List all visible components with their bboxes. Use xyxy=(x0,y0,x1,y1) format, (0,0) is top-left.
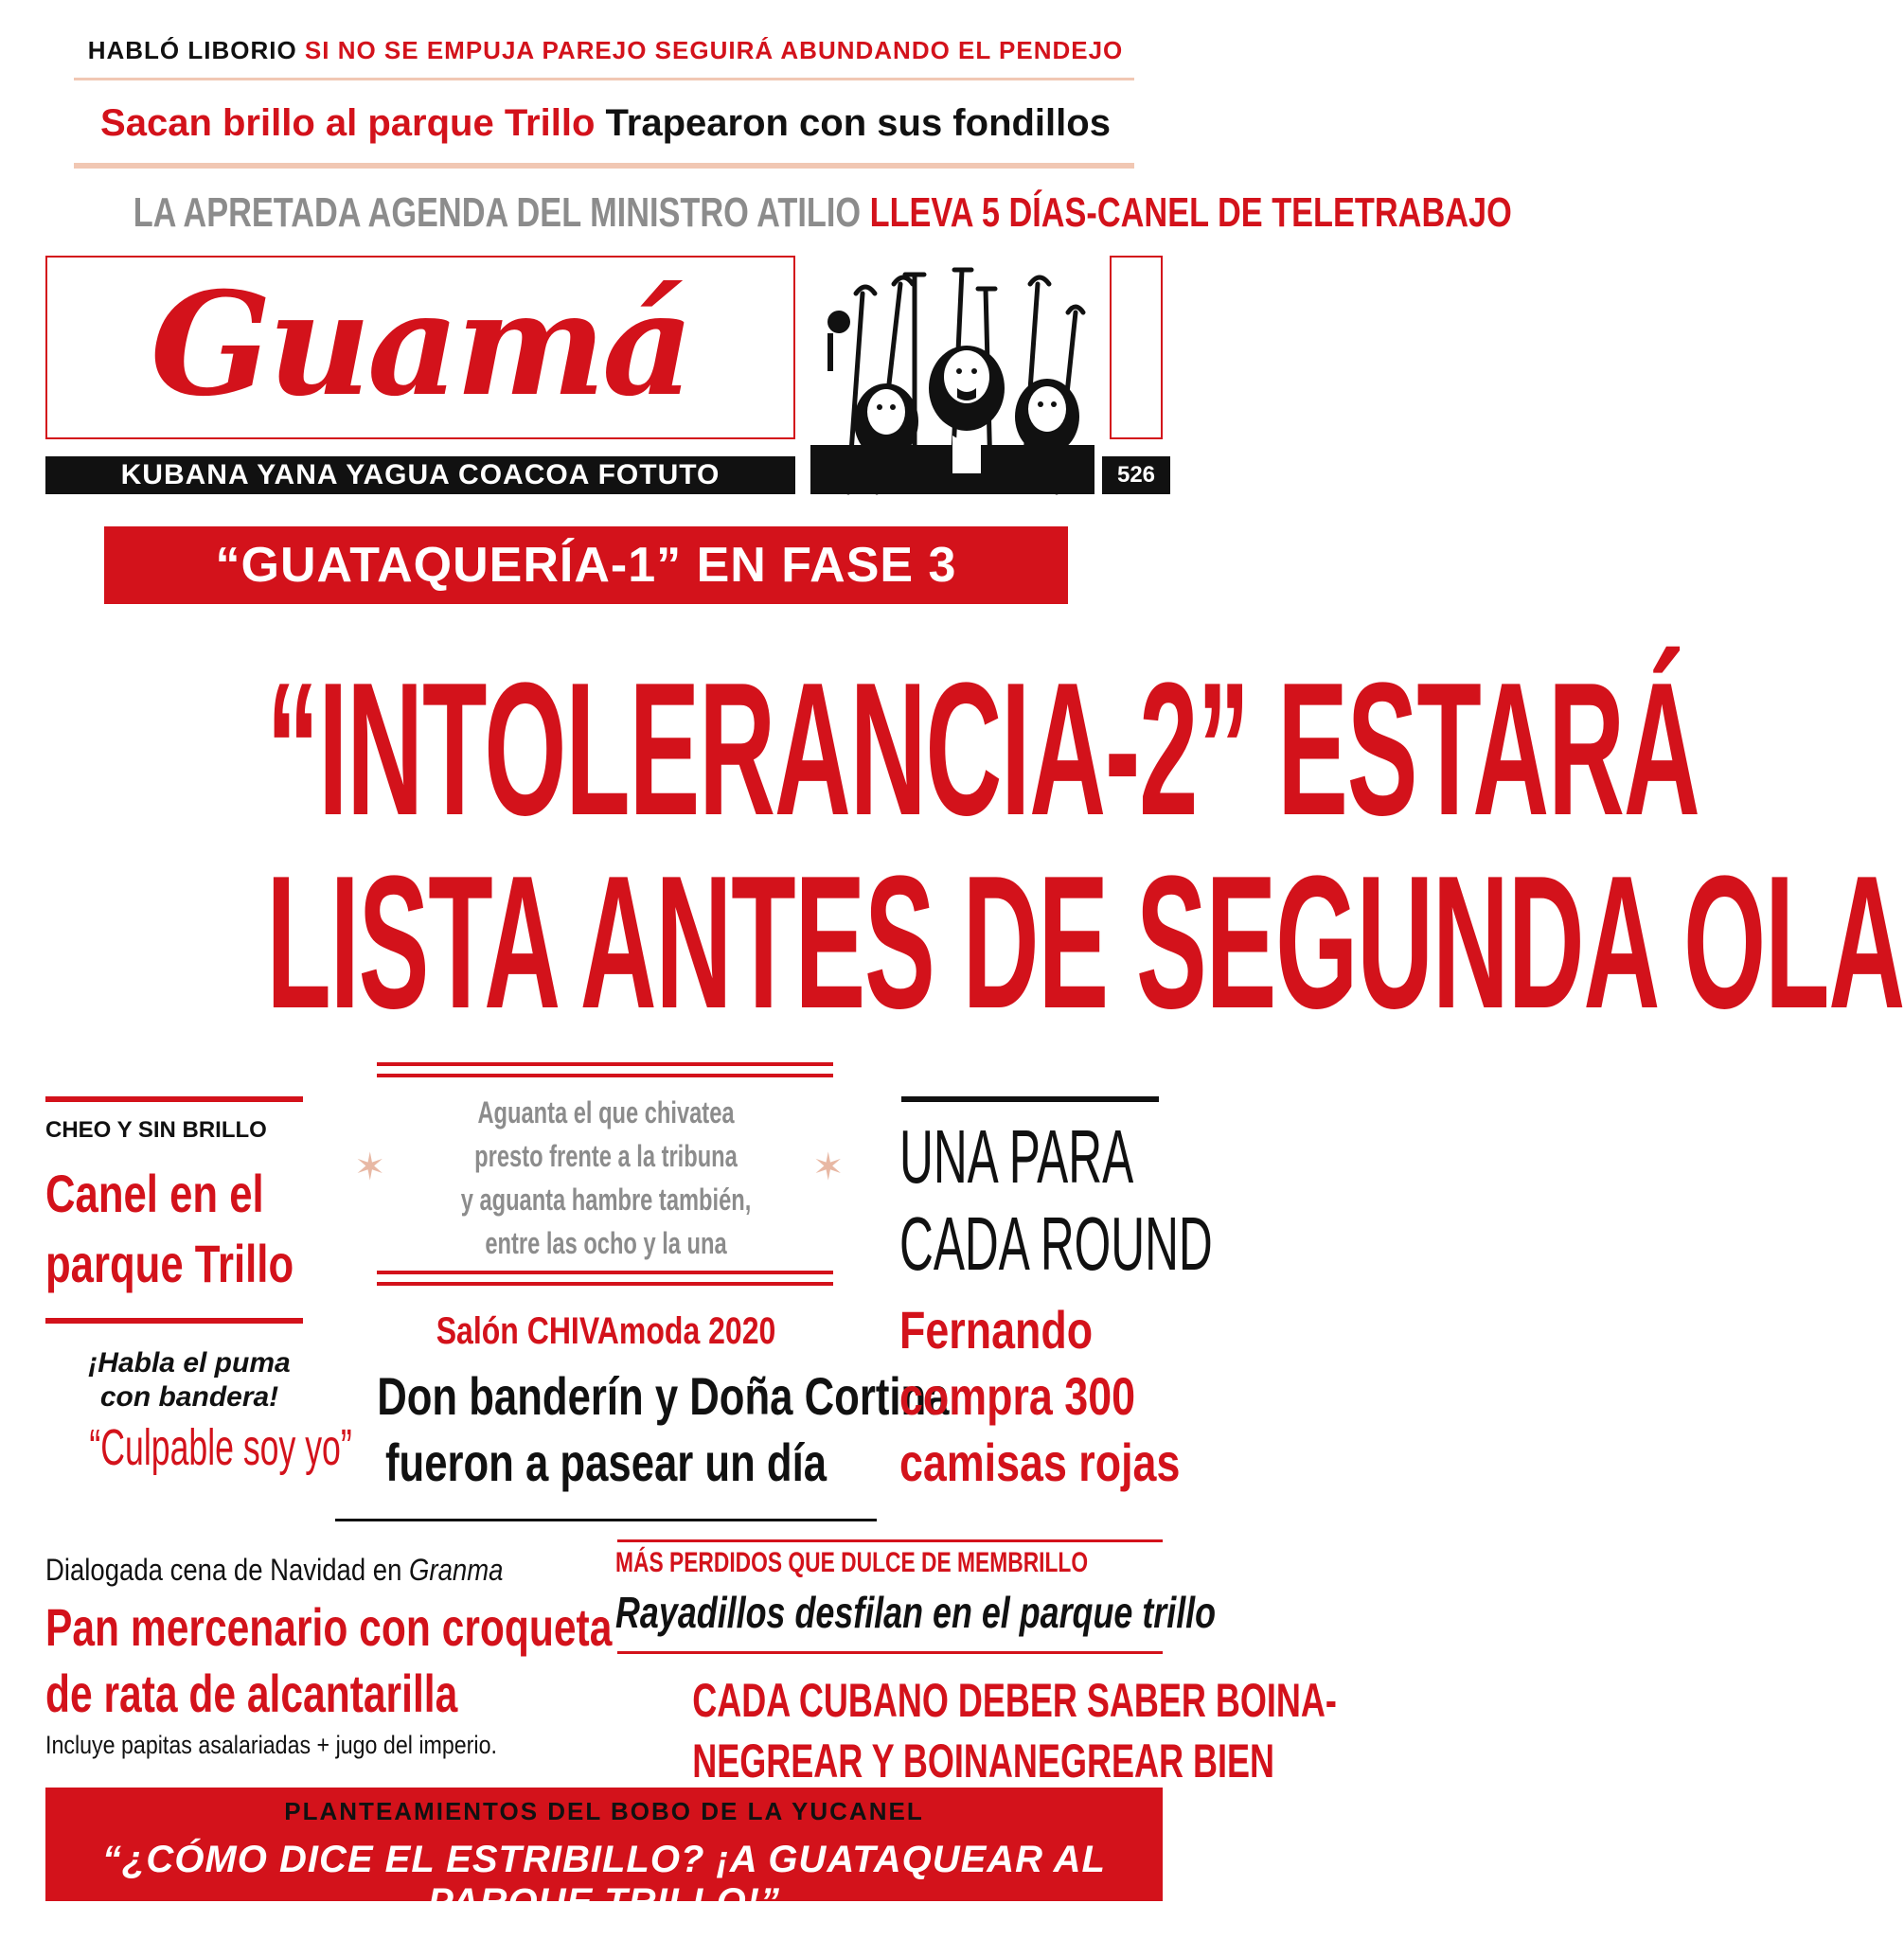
peach-divider-1 xyxy=(74,78,1134,80)
peach-divider-2 xyxy=(74,163,1134,169)
boina-headline xyxy=(692,1670,1337,1791)
rayadillos-headline: Rayadillos desfilan en el parque trillo xyxy=(615,1588,1217,1637)
top-kicker-liborio-black: HABLÓ LIBORIO xyxy=(87,36,297,64)
cheo-headline-line2: parque Trillo xyxy=(45,1234,294,1293)
chivamoda-headline-line1: Don banderín y Doña Cortina xyxy=(377,1366,950,1426)
top-headline-trillo-black: Trapearon con sus fondillos xyxy=(605,102,1111,144)
issue-number: 526 xyxy=(1102,456,1170,494)
right-rule-top xyxy=(901,1096,1159,1102)
round-headline xyxy=(899,1113,1213,1288)
kicker-banner: “GUATAQUERÍA-1” EN FASE 3 xyxy=(104,526,1068,604)
cena-kicker-text: Dialogada cena de Navidad en xyxy=(45,1553,410,1587)
fernando-headline-line2: compra 300 xyxy=(899,1366,1136,1426)
star-icon-left: ✶ xyxy=(354,1147,386,1188)
poem-line: y aguanta hambre también, xyxy=(460,1183,752,1217)
cheo-headline xyxy=(45,1159,311,1299)
masthead-tagline: KUBANA YANA YAGUA COACOA FOTUTO xyxy=(45,456,795,494)
middle-divider xyxy=(335,1519,877,1521)
chivamoda-kicker: Salón CHIVAmoda 2020 xyxy=(436,1310,776,1352)
cena-headline xyxy=(45,1594,612,1727)
main-headline xyxy=(266,644,1904,1048)
fernando-headline-line3: camisas rojas xyxy=(899,1432,1181,1492)
top-kicker-liborio-red: SI NO SE EMPUJA PAREJO SEGUIRÁ ABUNDANDO EL PENDEJO xyxy=(304,36,1124,64)
bottom-banner-headline: “¿CÓMO DICE EL ESTRIBILLO? ¡A GUATAQUEAR AL PARQUE TRILLO!” xyxy=(102,1839,1106,1923)
cheo-headline-line1: Canel en el xyxy=(45,1164,264,1223)
cena-note: Incluye papitas asalariadas + jugo del imperio. xyxy=(45,1731,497,1759)
fernando-headline xyxy=(899,1297,1181,1496)
round-headline-line1: UNA PARA xyxy=(899,1114,1134,1199)
cena-kicker xyxy=(45,1553,503,1588)
poem-line: presto frente a la tribuna xyxy=(474,1139,738,1173)
boina-headline-line1: CADA CUBANO DEBER SABER BOINA- xyxy=(692,1674,1337,1727)
bottom-banner-kicker: PLANTEAMIENTOS DEL BOBO DE LA YUCANEL xyxy=(284,1797,924,1825)
top-headline-atilio-gray: LA APRETADA AGENDA DEL MINISTRO ATILIO xyxy=(133,189,862,236)
top-kicker-liborio xyxy=(0,36,1211,65)
crowd-with-crutches-illustration xyxy=(810,256,1094,494)
top-headline-trillo xyxy=(0,102,1211,145)
lower-right-rule-top xyxy=(617,1539,1163,1542)
masthead-side-frame xyxy=(1110,256,1163,439)
top-headline-atilio-red: LLEVA 5 DÍAS-CANEL DE TELETRABAJO xyxy=(869,189,1512,236)
star-icon-right: ✶ xyxy=(812,1147,845,1188)
fernando-headline-line1: Fernando xyxy=(899,1300,1094,1360)
center-rule-top-2 xyxy=(377,1074,833,1077)
center-rule-bottom-2 xyxy=(377,1282,833,1286)
puma-kicker xyxy=(38,1346,341,1414)
cena-headline-line2: de rata de alcantarilla xyxy=(45,1663,458,1723)
membrillo-kicker: MÁS PERDIDOS QUE DULCE DE MEMBRILLO xyxy=(615,1547,1089,1578)
top-headline-atilio xyxy=(133,189,1512,237)
center-poem xyxy=(452,1091,760,1265)
boina-headline-line2: NEGREAR Y BOINANEGREAR BIEN xyxy=(692,1734,1274,1788)
chivamoda-headline xyxy=(377,1363,950,1496)
center-rule-top-1 xyxy=(377,1062,833,1066)
round-headline-line2: CADA ROUND xyxy=(899,1201,1213,1286)
puma-quote: “Culpable soy yo” xyxy=(89,1419,352,1476)
cena-kicker-granma: Granma xyxy=(409,1553,504,1587)
poem-line: Aguanta el que chivatea xyxy=(477,1095,735,1130)
main-headline-line1: “INTOLERANCIA-2” ESTARÁ xyxy=(266,644,1699,855)
left-rule-bottom xyxy=(45,1318,303,1324)
cena-headline-line1: Pan mercenario con croqueta xyxy=(45,1597,613,1657)
poem-line: entre las ocho y la una xyxy=(485,1226,727,1260)
chivamoda-headline-line2: fueron a pasear un día xyxy=(384,1432,827,1492)
lower-right-rule-middle xyxy=(617,1651,1163,1654)
left-rule-top xyxy=(45,1096,303,1102)
cheo-kicker: CHEO Y SIN BRILLO xyxy=(45,1117,267,1143)
main-headline-line2: LISTA ANTES DE SEGUNDA OLA xyxy=(266,837,1904,1048)
puma-kicker-line1: ¡Habla el puma xyxy=(88,1347,291,1379)
puma-kicker-line2: con bandera! xyxy=(99,1381,279,1413)
masthead-logo: Guamá xyxy=(150,261,691,428)
center-rule-bottom-1 xyxy=(377,1271,833,1274)
top-headline-trillo-red: Sacan brillo al parque Trillo xyxy=(100,102,596,144)
